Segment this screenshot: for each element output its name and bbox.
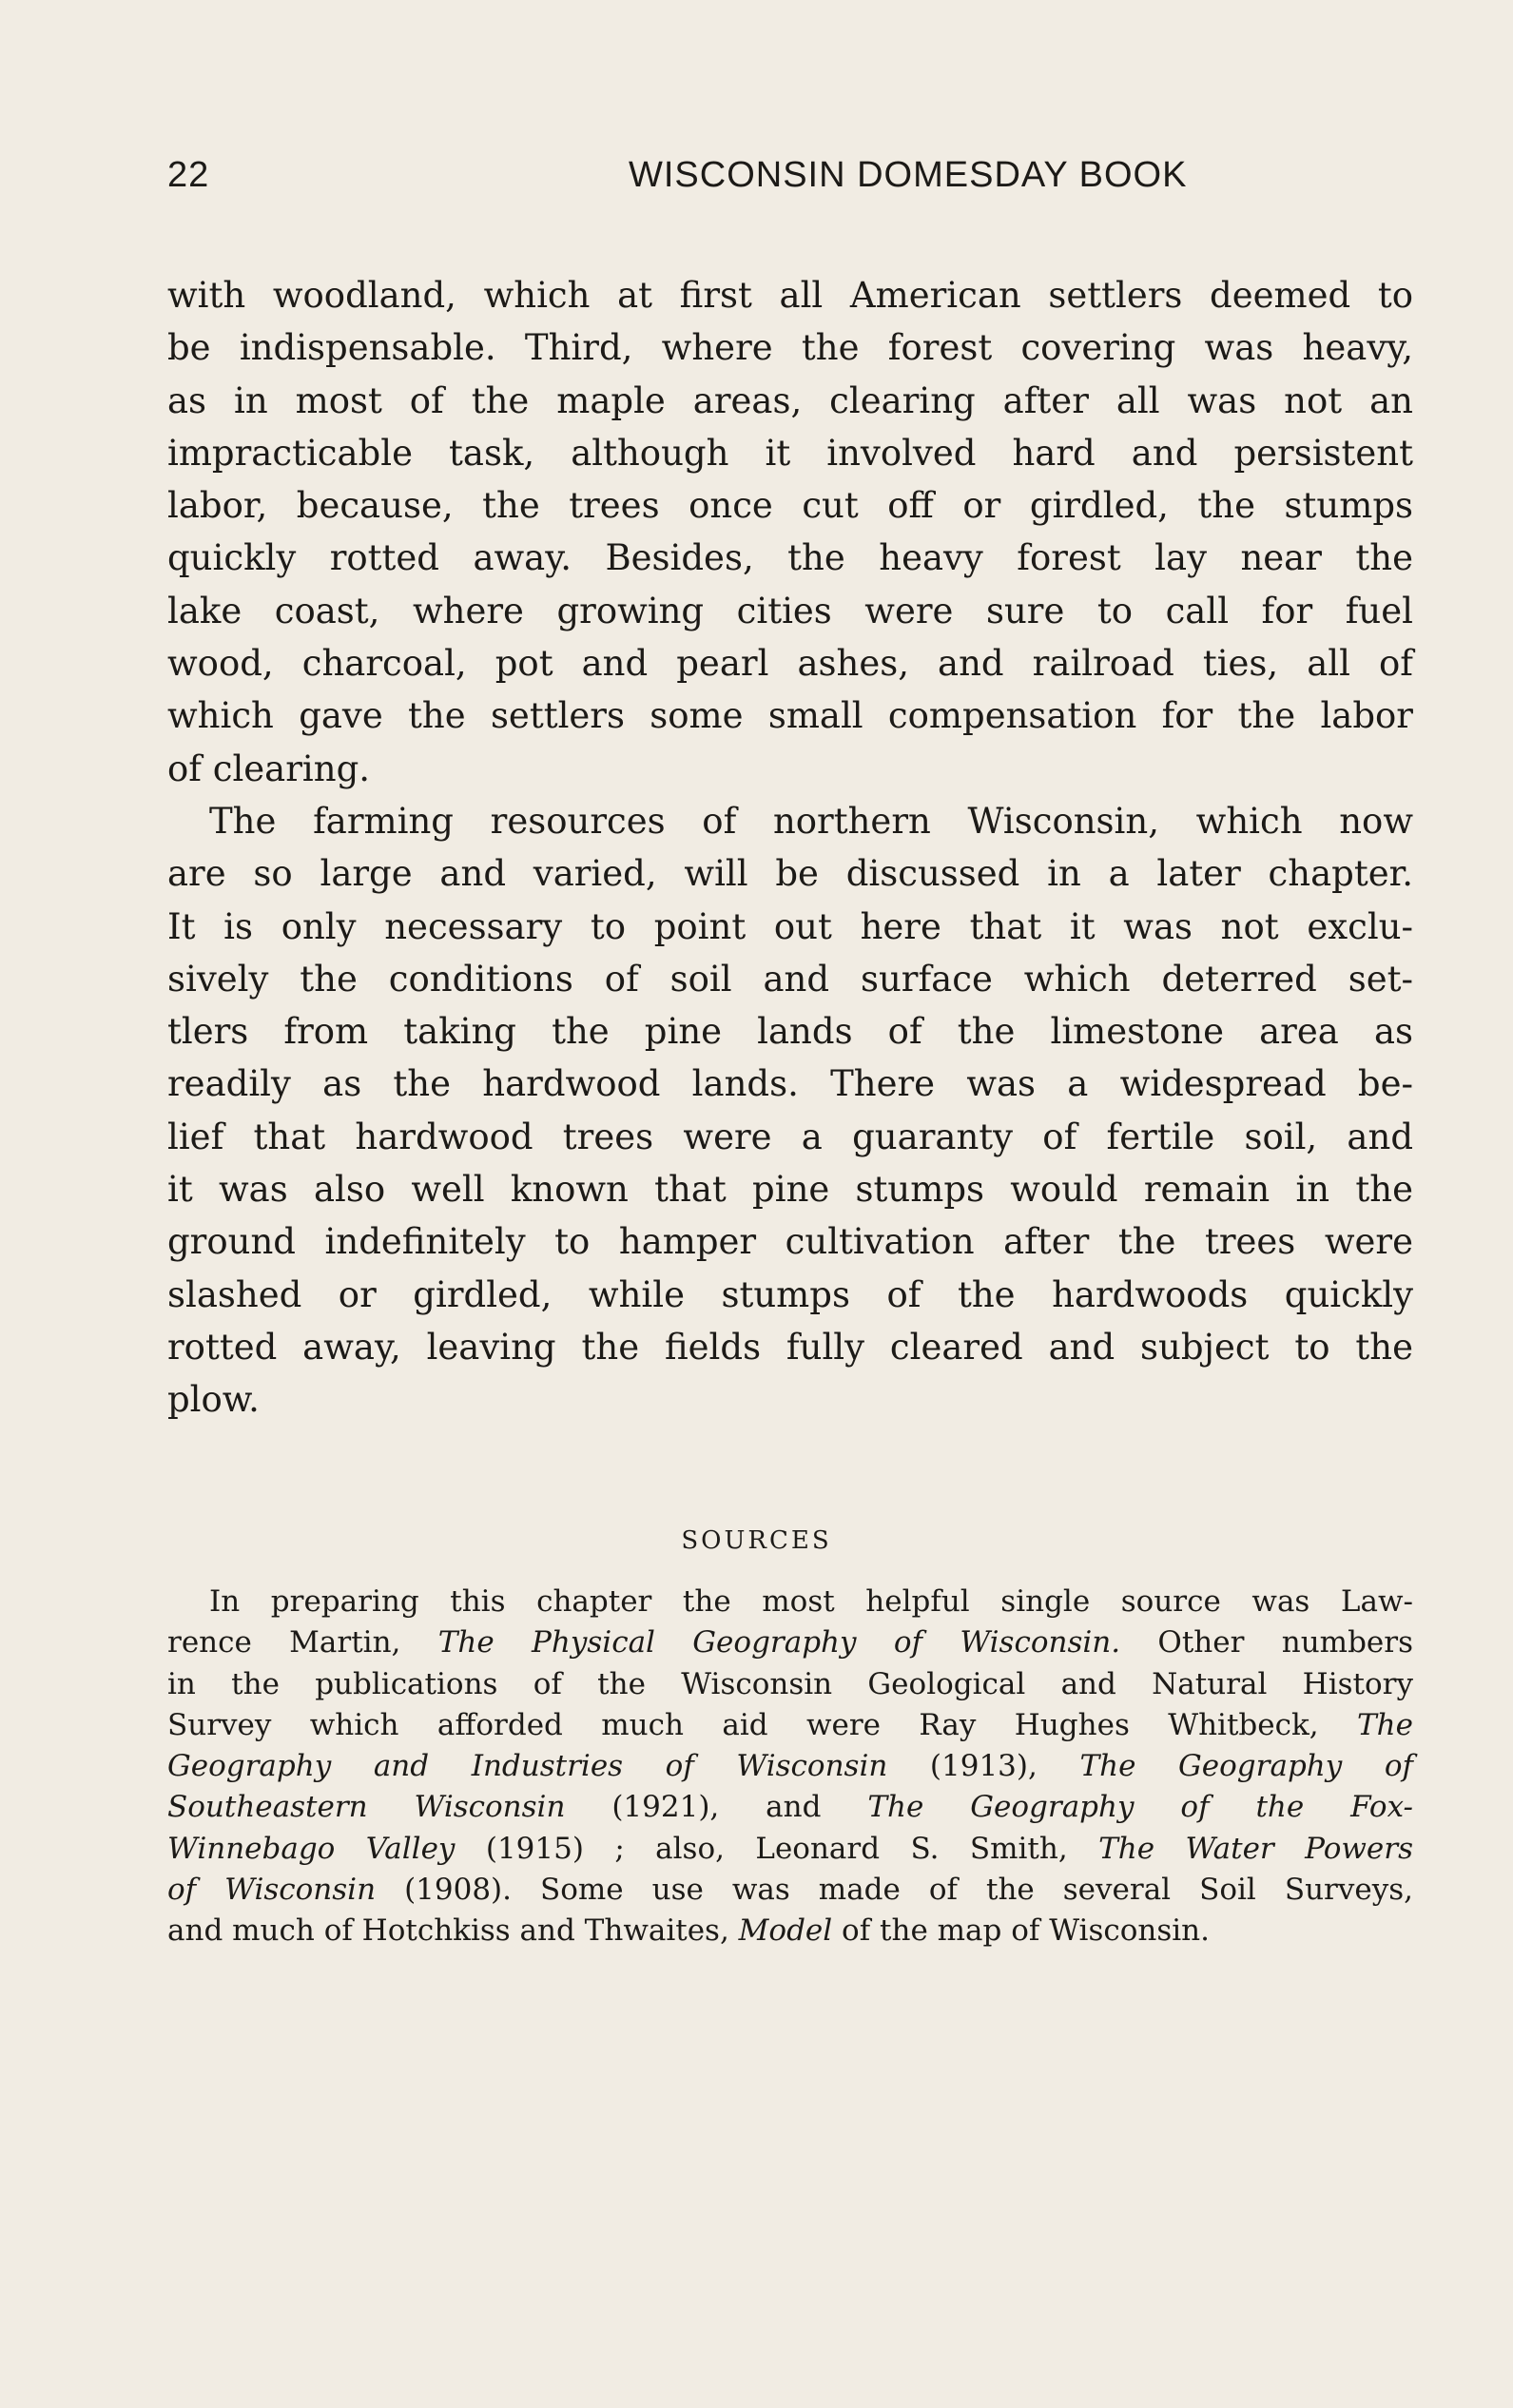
body-line: ground indefinitely to hamper cultivation after the trees were: [167, 1221, 1413, 1263]
body-line: rotted away, leaving the fields fully cleared and subject to the: [167, 1326, 1413, 1368]
body-line: impracticable task, although it involved hard and persistent: [167, 432, 1413, 474]
sources-text-run: in the publications of the Wisconsin Geological and Natural History: [167, 1666, 1413, 1701]
sources-title: Southeastern Wisconsin: [167, 1790, 566, 1825]
sources-title: Winnebago Valley: [167, 1831, 456, 1866]
sources-title: The Physical Geography of Wisconsin.: [437, 1625, 1121, 1660]
sources-text-run: (1913),: [887, 1749, 1080, 1784]
sources-text-run: (1915) ; also, Leonard S. Smith,: [455, 1831, 1099, 1866]
sources-text: [167, 1582, 1413, 1952]
sources-title: Model: [738, 1913, 833, 1949]
sources-text-run: of the map of Wisconsin.: [832, 1913, 1210, 1949]
body-line: labor, because, the trees once cut off or girdled, the stumps: [167, 485, 1413, 527]
body-line: lake coast, where growing cities were sure to call for fuel: [167, 590, 1413, 631]
sources-text-run: rence Martin,: [167, 1625, 438, 1660]
sources-line: [167, 1787, 1413, 1828]
sources-title: The Water Powers: [1098, 1831, 1413, 1866]
sources-text-run: Survey which afforded much aid were Ray Hughes Whitbeck,: [167, 1707, 1357, 1742]
sources-title: The: [1357, 1707, 1413, 1742]
sources-text-run: Other numbers: [1120, 1625, 1413, 1660]
sources-line: [167, 1664, 1413, 1705]
body-line: plow.: [167, 1379, 260, 1421]
sources-line: [167, 1582, 1413, 1622]
body-line: readily as the hardwood lands. There was a widespread be-: [167, 1063, 1413, 1105]
sources-heading: SOURCES: [681, 1526, 832, 1555]
page-number: 22: [167, 155, 210, 195]
sources-line: [167, 1705, 1413, 1746]
sources-text-run: (1921), and: [565, 1790, 868, 1825]
sources-title: The Geography of: [1079, 1749, 1413, 1784]
sources-text-run: (1908). Some use was made of the several Soil Surveys,: [376, 1873, 1413, 1908]
body-line: sively the conditions of soil and surface which deterred set-: [167, 958, 1413, 1000]
body-line: which gave the settlers some small compensation for the labor: [167, 695, 1413, 737]
body-line: are so large and varied, will be discussed in a later chapter.: [167, 853, 1413, 895]
body-line: quickly rotted away. Besides, the heavy forest lay near the: [167, 537, 1413, 579]
body-line: with woodland, which at first all American settlers deemed to: [167, 275, 1413, 316]
body-line: lief that hardwood trees were a guaranty of fertile soil, and: [167, 1116, 1413, 1157]
sources-title: of Wisconsin: [167, 1873, 377, 1908]
sources-title: Geography and Industries of Wisconsin: [167, 1749, 888, 1784]
sources-line: [167, 1746, 1413, 1787]
sources-line: [167, 1622, 1413, 1663]
sources-title: The Geography of the Fox-: [867, 1790, 1413, 1825]
sources-text-run: and much of Hotchkiss and Thwaites,: [167, 1913, 739, 1949]
running-head: WISCONSIN DOMESDAY BOOK: [629, 155, 1188, 195]
body-line: slashed or girdled, while stumps of the hardwoods quickly: [167, 1273, 1413, 1315]
body-line: be indispensable. Third, where the forest covering was heavy,: [167, 327, 1413, 369]
body-line: as in most of the maple areas, clearing after all was not an: [167, 379, 1413, 421]
body-line: wood, charcoal, pot and pearl ashes, and railroad ties, all of: [167, 643, 1413, 685]
body-line: The farming resources of northern Wisconsin, which now: [209, 800, 1413, 842]
page-header: [167, 155, 1413, 212]
sources-text-run: In preparing this chapter the most helpful single source was Law-: [209, 1584, 1413, 1619]
sources-line: [167, 1870, 1413, 1911]
body-line: tlers from taking the pine lands of the limestone area as: [167, 1011, 1413, 1053]
body-line: of clearing.: [167, 748, 371, 789]
body-text: [167, 269, 1413, 1427]
body-line: it was also well known that pine stumps would remain in the: [167, 1169, 1413, 1211]
body-line: It is only necessary to point out here that it was not exclu-: [167, 905, 1413, 947]
sources-line: [167, 1829, 1413, 1870]
sources-line: [167, 1911, 1413, 1952]
